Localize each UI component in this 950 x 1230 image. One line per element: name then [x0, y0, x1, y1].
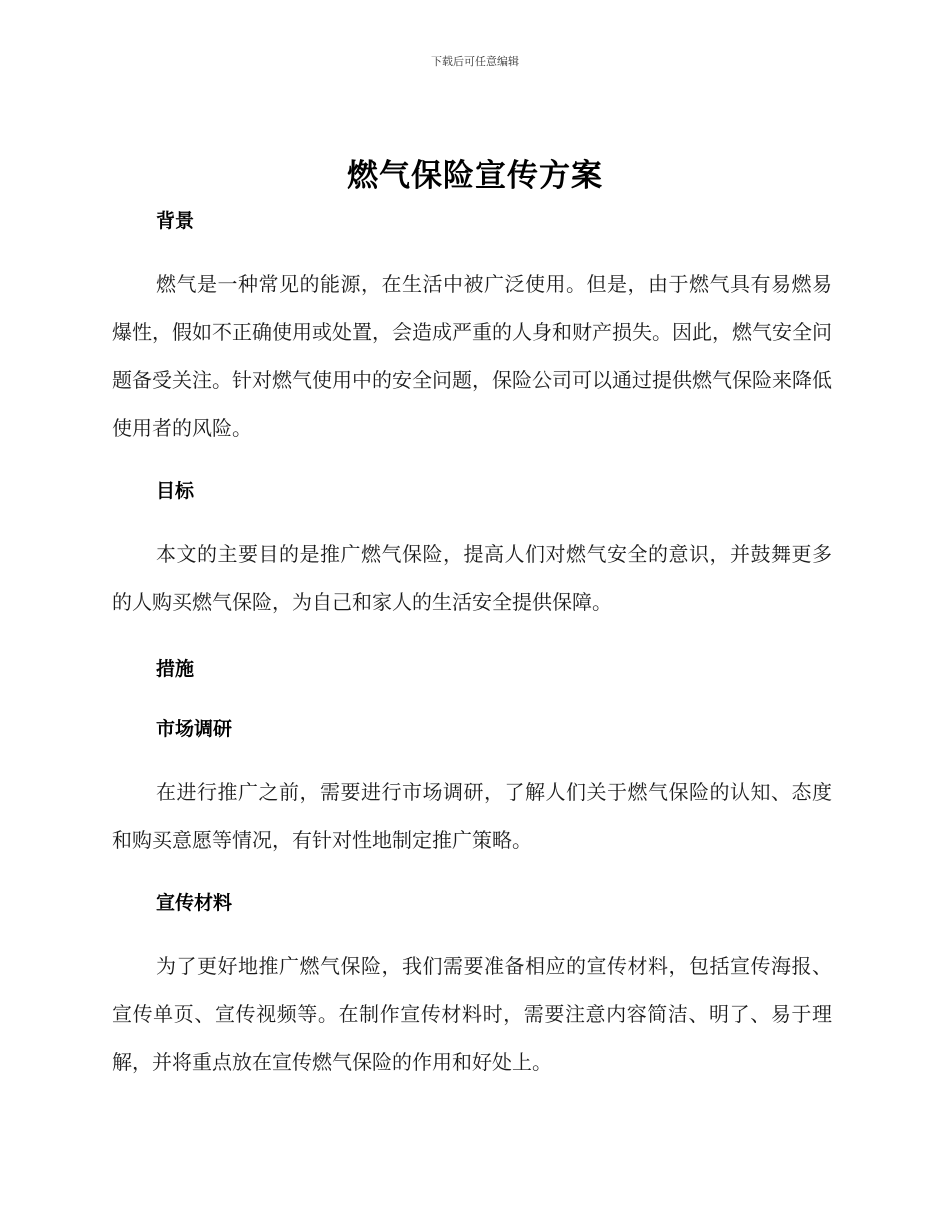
- section-body-goal: 本文的主要目的是推广燃气保险，提高人们对燃气安全的意识，并鼓舞更多的人购买燃气保险，为自己和家人的生活安全提供保障。: [112, 542, 832, 614]
- section-heading-goal: 目标: [156, 480, 195, 502]
- page-title: 燃气保险宣传方案: [347, 158, 603, 194]
- section-heading-promo-materials: 宣传材料: [156, 892, 233, 914]
- section-heading-measures: 措施: [156, 658, 195, 680]
- section-body-market-research: 在进行推广之前，需要进行市场调研，了解人们关于燃气保险的认知、态度和购买意愿等情况，有针对性地制定推广策略。: [112, 780, 832, 852]
- section-body-promo-materials: 为了更好地推广燃气保险，我们需要准备相应的宣传材料，包括宣传海报、宣传单页、宣传视频等。在制作宣传材料时，需要注意内容简洁、明了、易于理解，并将重点放在宣传燃气保险的作用和好处上。: [112, 954, 832, 1074]
- document-body: [112, 204, 832, 1086]
- section-heading-background: 背景: [156, 210, 195, 232]
- section-body-background: 燃气是一种常见的能源，在生活中被广泛使用。但是，由于燃气具有易燃易爆性，假如不正确使用或处置，会造成严重的人身和财产损失。因此，燃气安全问题备受关注。针对燃气使用中的安全问题，保险公司可以通过提供燃气保险来降低使用者的风险。: [112, 272, 832, 440]
- section-heading-market-research: 市场调研: [156, 718, 233, 740]
- header-note: 下载后可任意编辑: [431, 55, 519, 68]
